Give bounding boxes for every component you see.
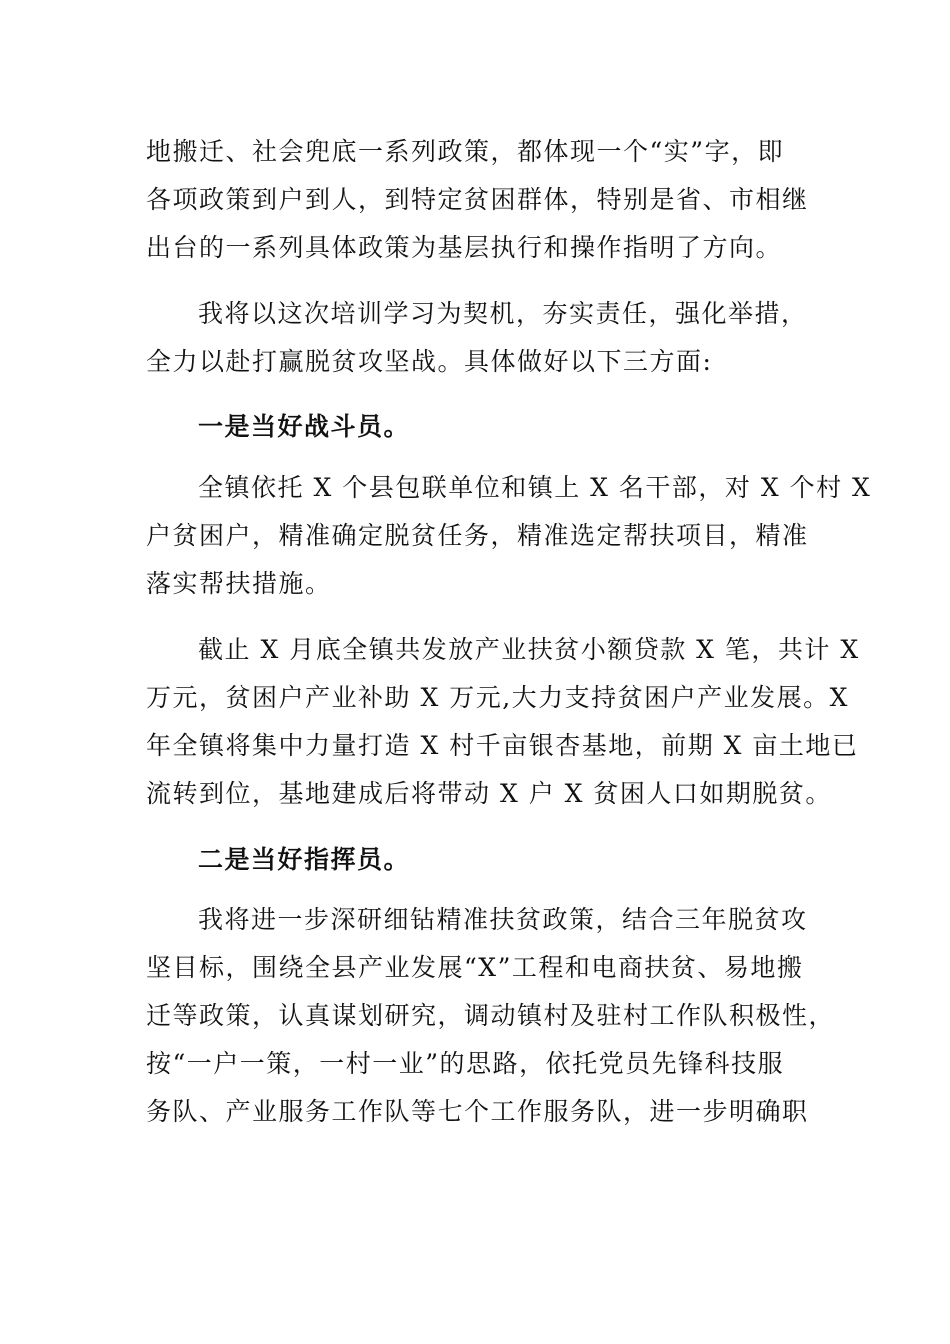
section-heading-2 <box>146 836 806 884</box>
text-line: 全镇依托 X 个县包联单位和镇上 X 名干部，对 X 个村 X <box>198 473 872 502</box>
paragraph-loans <box>146 626 860 818</box>
text-line: 迁等政策，认真谋划研究，调动镇村及驻村工作队积极性， <box>146 1001 836 1030</box>
text-line: 出台的一系列具体政策为基层执行和操作指明了方向。 <box>146 233 783 262</box>
text-line: 流转到位，基地建成后将带动 X 户 X 贫困人口如期脱贫。 <box>146 779 832 808</box>
text-line: 万元，贫困户产业补助 X 万元,大力支持贫困户产业发展。X <box>146 683 849 712</box>
paragraph-town-cadres <box>146 464 872 608</box>
section-heading-1 <box>146 403 806 451</box>
text-line: 截止 X 月底全镇共发放产业扶贫小额贷款 X 笔，共计 X <box>198 635 860 664</box>
text-line: 各项政策到户到人，到特定贫困群体，特别是省、市相继 <box>146 185 809 214</box>
text-line: 户贫困户，精准确定脱贫任务，精准选定帮扶项目，精准 <box>146 521 809 550</box>
paragraph-research-policy <box>146 896 836 1136</box>
text-line: 我将以这次培训学习为契机，夯实责任，强化举措， <box>198 299 808 328</box>
section-heading-text: 一是当好战斗员。 <box>198 412 411 441</box>
section-heading-text: 二是当好指挥员。 <box>198 845 411 874</box>
text-line: 我将进一步深研细钻精准扶贫政策，结合三年脱贫攻 <box>198 905 808 934</box>
paragraph-commitment <box>146 290 806 386</box>
text-line: 按“一户一策，一村一业”的思路，依托党员先锋科技服 <box>146 1049 785 1078</box>
text-line: 务队、产业服务工作队等七个工作服务队，进一步明确职 <box>146 1097 809 1126</box>
text-line: 坚目标，围绕全县产业发展“X”工程和电商扶贫、易地搬 <box>146 953 804 982</box>
paragraph-policy-continuation <box>146 128 809 272</box>
text-line: 年全镇将集中力量打造 X 村千亩银杏基地，前期 X 亩土地已 <box>146 731 859 760</box>
text-line: 全力以赴打赢脱贫攻坚战。具体做好以下三方面: <box>146 347 713 376</box>
text-line: 地搬迁、社会兜底一系列政策，都体现一个“实”字，即 <box>146 137 785 166</box>
text-line: 落实帮扶措施。 <box>146 569 332 598</box>
